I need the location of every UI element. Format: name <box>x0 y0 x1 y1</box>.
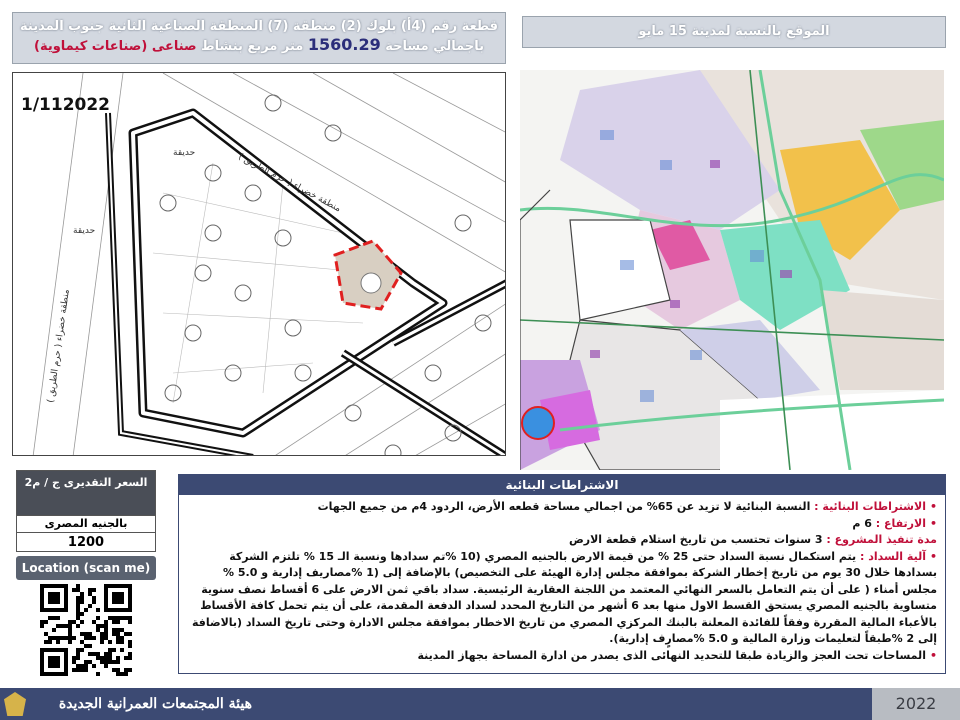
organization-name: هيئة المجتمعات العمرانية الجديدة <box>58 696 252 712</box>
area-value: 1560.29 <box>307 35 381 54</box>
condition-item <box>187 516 937 533</box>
area-unit: متر مربع بنشاط <box>201 39 304 54</box>
conditions-title: الاشتراطات البنائية <box>179 475 945 495</box>
condition-item <box>187 648 937 665</box>
price-box <box>16 470 156 552</box>
condition-text: 6 م <box>852 516 876 530</box>
price-currency: بالجنيه المصرى <box>17 515 155 532</box>
condition-label: الارتفاع : <box>875 516 926 530</box>
bullet-icon: • <box>929 549 937 563</box>
footer-year: 2022 <box>872 688 960 720</box>
city-map-drawing <box>520 70 944 470</box>
condition-label: آلية السداد : <box>859 549 926 563</box>
condition-text: 3 سنوات تحتسب من تاريخ استلام قطعة الارض <box>568 533 827 546</box>
activity-label: صناعى (صناعات كيماوية) <box>34 39 197 54</box>
location-qr-code[interactable] <box>40 584 132 676</box>
plot-area-line <box>13 36 505 56</box>
condition-label: مدة تنفيذ المشروع : <box>826 533 937 546</box>
building-conditions-panel <box>178 474 946 674</box>
condition-text: المساحات تحت العجز والزيادة طبقا للتحديد النهائى الذى يصدر من ادارة المساحة بجهاز المدينة <box>417 648 926 662</box>
location-scan-label: Location (scan me) <box>16 556 156 580</box>
price-title: السعر التقديرى ج / م2 <box>17 471 155 515</box>
green-strip-label: منطقة خضراء ( حرم الطريق ) <box>46 288 72 404</box>
garden-label: حديقة <box>173 148 196 158</box>
qr-code-icon <box>40 584 132 676</box>
condition-item <box>187 499 937 516</box>
city-location-header: الموقع بالنسبة لمدينة 15 مايو <box>522 16 946 48</box>
condition-item <box>187 549 937 648</box>
condition-text: يتم استكمال نسبة السداد حتى 25 % من قيمة الارض بالجنيه المصري (10 %تم سدادها ونسبة الـ 15 % تلتزم الشركة بسدادها خلال 30 يوم من تاريخ إخطار الشركة بموافقة مجلس إدارة الهيئة على التخصيص) بالإضافة إلى (1 %مصاريف إدارية و 5.0 % مجلس أمناء ( على أن يتم التعامل بالسعر النهائي المعتمد من اللجنة العقارية الرئيسية. سداد باقي ثمن الارض على 6 أقساط نصف سنوية متساوية بالجنيه المصري يستحق القسط الاول منها بعد 6 أشهر من التاريخ المحدد لسداد الدفعة المقدمة، على أن يتم تحمل كافة الأقساط بالأعباء المالية المقررة وفقاً للفائدة المعلنة بالبنك المركزي المصري من تاريخ الاخطار بموافقة مجلس الادارة وحتى تاريخ السداد (بالاضافة إلى 2 %طبقاً لتعليمات وزارة المالية و 5.0 %مصارٍف إدارية). <box>191 549 937 645</box>
area-prefix: باجمالي مساحة <box>385 39 484 54</box>
plot-title: قطعة رقم (4أ) بلوك (2) منطقة (7) المنطقة الصناعية الثانية جنوب المدينة <box>20 19 498 34</box>
bullet-icon: • <box>929 516 937 530</box>
conditions-list <box>179 495 945 668</box>
condition-text: النسبة البنائية لا تزيد عن 65% من اجمالي مساحة قطعه الأرض، الردود 4م من جميع الجهات <box>317 500 815 513</box>
bullet-icon: • <box>929 648 937 662</box>
garden-label: حديقة <box>73 226 96 236</box>
plot-map-drawing <box>13 73 506 456</box>
plot-number: 1/112022 <box>21 95 111 115</box>
bullet-icon: • <box>929 500 937 513</box>
price-value: 1200 <box>17 532 155 553</box>
plot-header <box>12 12 506 64</box>
condition-label: الاشتراطات البنائية : <box>814 500 926 513</box>
green-strip-label: منطقة خضراء ( حرم الطريق ) <box>236 151 343 215</box>
condition-item <box>187 532 937 549</box>
plot-detail-map <box>12 72 506 456</box>
city-map <box>520 70 944 470</box>
footer-bar <box>0 688 960 720</box>
